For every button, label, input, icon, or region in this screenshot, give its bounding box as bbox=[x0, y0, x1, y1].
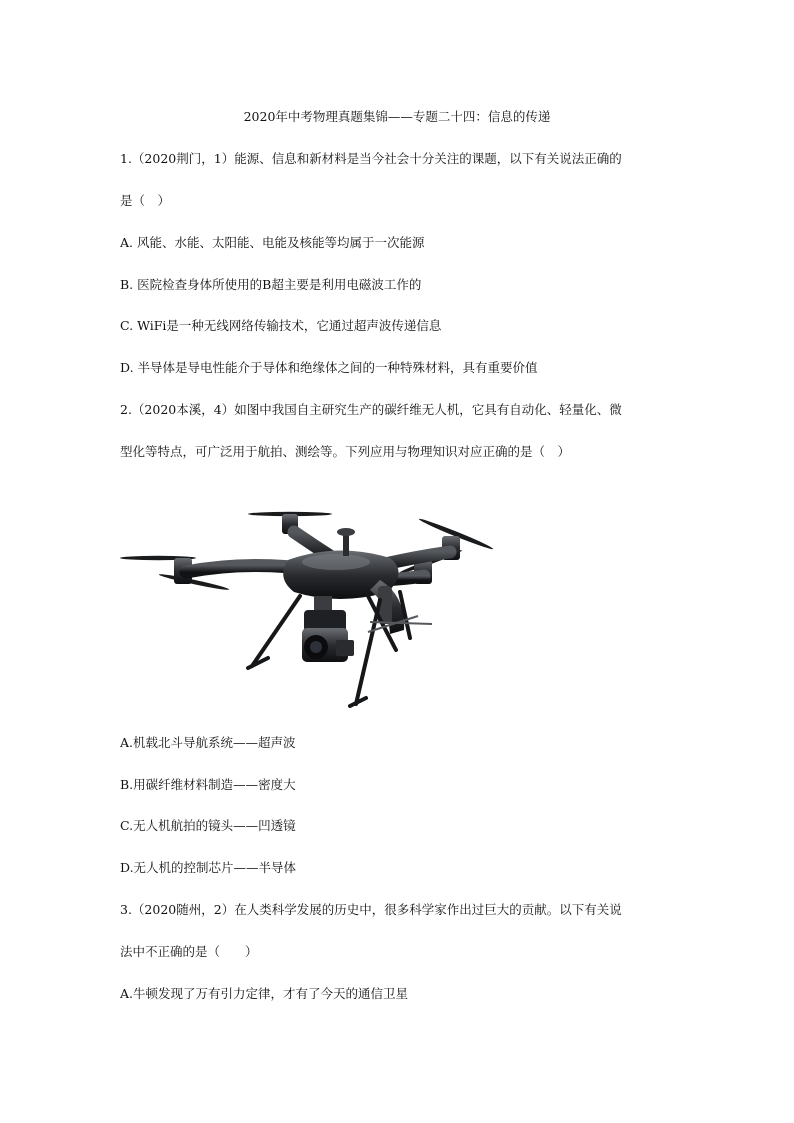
document-title: 2020年中考物理真题集锦——专题二十四：信息的传递 bbox=[243, 109, 551, 124]
q2-option-a: A.机载北斗导航系统——超声波 bbox=[120, 735, 296, 750]
q3-option-a: A.牛顿发现了万有引力定律，才有了今天的通信卫星 bbox=[120, 986, 409, 1001]
drone-image bbox=[118, 500, 498, 712]
q3-stem-line1: 3.（2020随州，2）在人类科学发展的历史中，很多科学家作出过巨大的贡献。以下有关说 bbox=[120, 902, 622, 917]
q1-option-b: B. 医院检查身体所使用的B超主要是利用电磁波工作的 bbox=[120, 277, 422, 292]
q2-stem-line2: 型化等特点，可广泛用于航拍、测绘等。下列应用与物理知识对应正确的是（ ） bbox=[120, 444, 571, 459]
q2-option-b: B.用碳纤维材料制造——密度大 bbox=[120, 777, 296, 792]
q1-option-c: C. WiFi是一种无线网络传输技术，它通过超声波传递信息 bbox=[120, 318, 442, 333]
q1-stem-line2: 是（ ） bbox=[120, 193, 171, 208]
q2-option-d: D.无人机的控制芯片——半导体 bbox=[120, 860, 297, 875]
q2-option-c: C.无人机航拍的镜头——凹透镜 bbox=[120, 818, 296, 833]
q1-stem-line1: 1.（2020荆门，1）能源、信息和新材料是当今社会十分关注的课题，以下有关说法正确的 bbox=[120, 151, 622, 166]
q2-stem-line1: 2.（2020本溪，4）如图中我国自主研究生产的碳纤维无人机，它具有自动化、轻量化、微 bbox=[120, 402, 622, 417]
q1-option-a: A. 风能、水能、太阳能、电能及核能等均属于一次能源 bbox=[120, 235, 425, 250]
q1-option-d: D. 半导体是导电性能介于导体和绝缘体之间的一种特殊材料，具有重要价值 bbox=[120, 360, 538, 375]
q3-stem-line2: 法中不正确的是（ ） bbox=[120, 944, 258, 959]
